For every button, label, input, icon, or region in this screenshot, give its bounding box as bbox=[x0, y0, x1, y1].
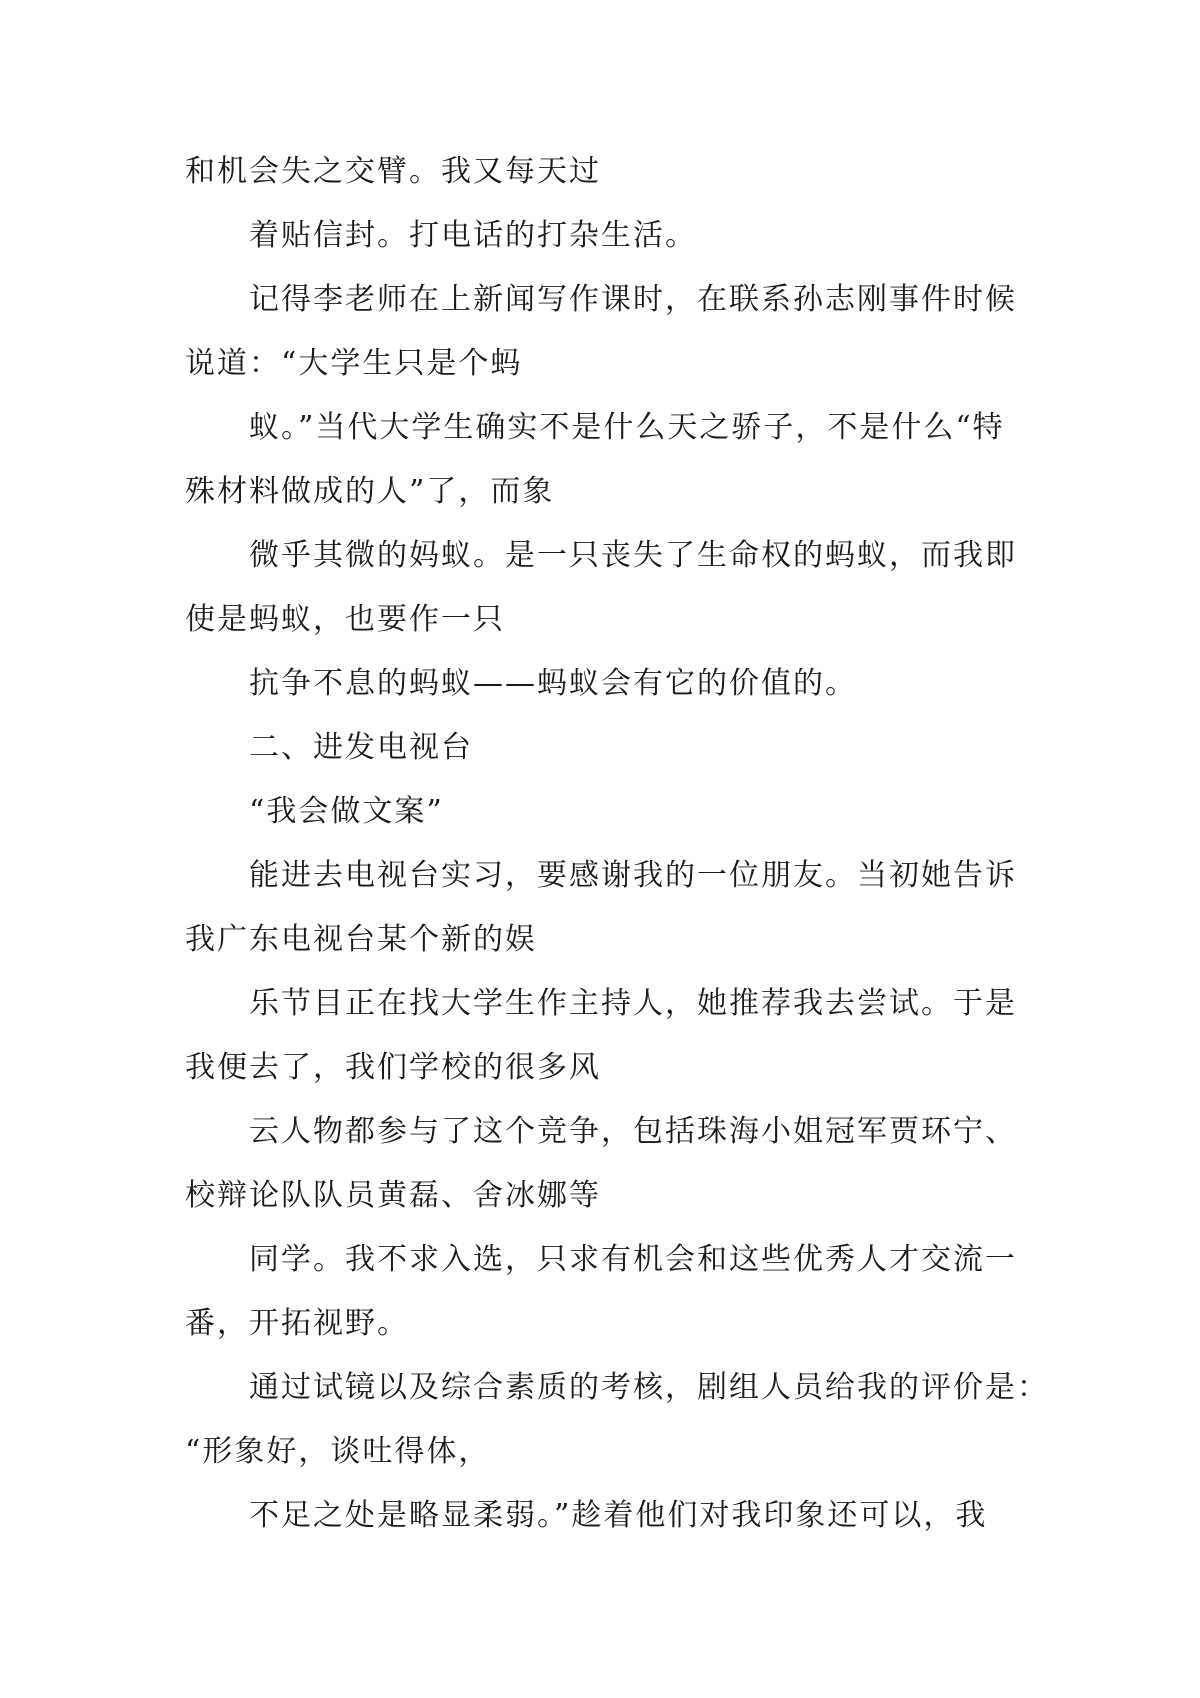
text-line: 抗争不息的蚂蚁——蚂蚁会有它的价值的。 bbox=[249, 666, 857, 701]
text-line: 着贴信封。打电话的打杂生活。 bbox=[249, 218, 697, 253]
section-heading: 二、进发电视台 bbox=[249, 730, 473, 765]
text-line: 同学。我不求入选，只求有机会和这些优秀人才交流一 bbox=[249, 1242, 1017, 1277]
text-line: 不足之处是略显柔弱。”趁着他们对我印象还可以，我 bbox=[249, 1498, 988, 1533]
text-line: 殊材料做成的人”了，而象 bbox=[185, 474, 555, 509]
text-line: 记得李老师在上新闻写作课时，在联系孙志刚事件时候 bbox=[249, 282, 1017, 317]
text-line: 微乎其微的妈蚁。是一只丧失了生命权的蚂蚁，而我即 bbox=[249, 538, 1017, 573]
text-line: 我便去了，我们学校的很多风 bbox=[185, 1050, 601, 1085]
text-line: 云人物都参与了这个竞争，包括珠海小姐冠军贾环宁、 bbox=[249, 1114, 1017, 1149]
text-line: 乐节目正在找大学生作主持人，她推荐我去尝试。于是 bbox=[249, 986, 1017, 1021]
text-line: 我广东电视台某个新的娱 bbox=[185, 922, 537, 957]
text-line: 蚁。”当代大学生确实不是什么天之骄子，不是什么“特 bbox=[249, 410, 1005, 445]
text-line: 通过试镜以及综合素质的考核，剧组人员给我的评价是： bbox=[249, 1370, 1049, 1405]
text-line: 和机会失之交臂。我又每天过 bbox=[185, 154, 601, 189]
text-line: 使是蚂蚁，也要作一只 bbox=[185, 602, 505, 637]
text-line: 校辩论队队员黄磊、舍冰娜等 bbox=[185, 1178, 601, 1213]
document-body bbox=[185, 140, 1049, 1548]
text-line: 能进去电视台实习，要感谢我的一位朋友。当初她告诉 bbox=[249, 858, 1017, 893]
sub-heading: “我会做文案” bbox=[249, 794, 444, 829]
text-line: “形象好，谈吐得体， bbox=[185, 1434, 491, 1469]
text-line: 番，开拓视野。 bbox=[185, 1306, 409, 1341]
text-line: 说道：“大学生只是个蚂 bbox=[185, 346, 523, 381]
